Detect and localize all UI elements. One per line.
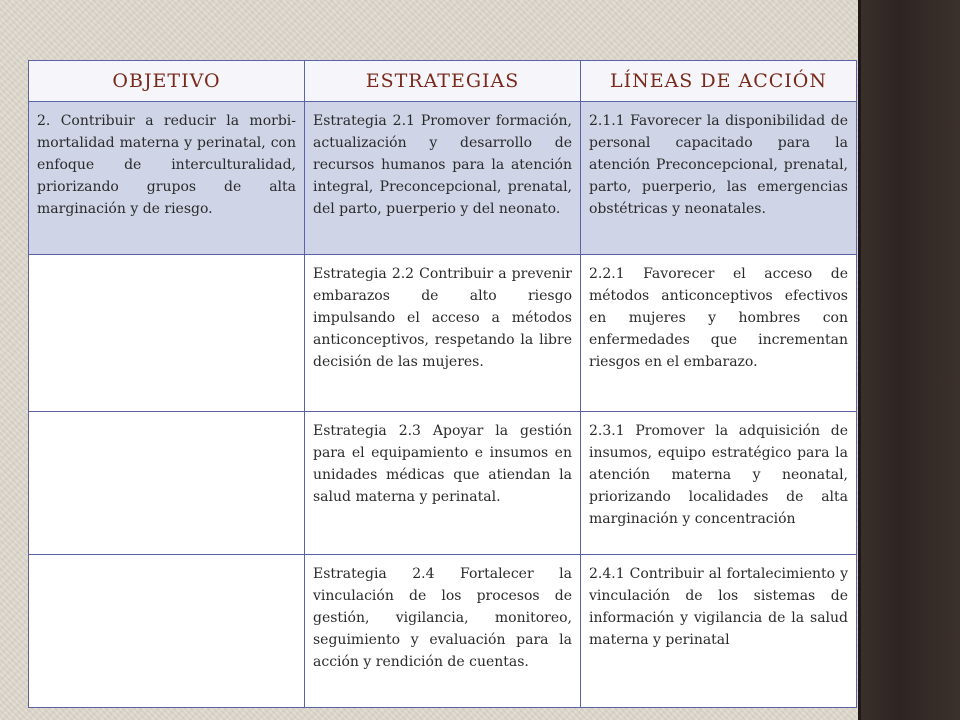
- estrategia-cell: [305, 555, 581, 708]
- estrategia-cell: [305, 412, 581, 555]
- objetivo-cell: [29, 412, 305, 555]
- linea-text: 2.2.1 Favorecer el acceso de métodos anticonceptivos efectivos en mujeres y hombres con enfermedades que incrementan riesgos en el embarazo.: [589, 266, 848, 370]
- right-sidebar-strip: [858, 0, 960, 720]
- linea-cell: [581, 102, 857, 255]
- table-row: [29, 102, 857, 255]
- estrategia-cell: [305, 102, 581, 255]
- table-header-row: [29, 61, 857, 102]
- table-row: [29, 412, 857, 555]
- header-estrategias: ESTRATEGIAS: [305, 61, 581, 102]
- estrategia-text: Estrategia 2.3 Apoyar la gestión para el equipamiento e insumos en unidades médicas que atiendan la salud materna y perinatal.: [313, 423, 572, 505]
- header-lineas-de-accion: LÍNEAS DE ACCIÓN: [581, 61, 857, 102]
- strategy-table-container: [28, 60, 856, 686]
- estrategia-text: Estrategia 2.4 Fortalecer la vinculación de los procesos de gestión, vigilancia, monitoreo, seguimiento y evaluación para la acción y rendición de cuentas.: [313, 566, 572, 670]
- table-row: [29, 255, 857, 412]
- linea-cell: [581, 255, 857, 412]
- objetivo-cell: [29, 255, 305, 412]
- estrategia-cell: [305, 255, 581, 412]
- linea-text: 2.1.1 Favorecer la disponibilidad de personal capacitado para la atención Preconcepcional, prenatal, parto, puerperio, las emergencias obstétricas y neonatales.: [589, 113, 848, 217]
- estrategia-text: Estrategia 2.1 Promover formación, actualización y desarrollo de recursos humanos para la atención integral, Preconcepcional, prenatal, del parto, puerperio y del neonato.: [313, 113, 572, 217]
- strategy-table: [28, 60, 857, 708]
- header-objetivo: OBJETIVO: [29, 61, 305, 102]
- estrategia-text: Estrategia 2.2 Contribuir a prevenir embarazos de alto riesgo impulsando el acceso a métodos anticonceptivos, respetando la libre decisión de las mujeres.: [313, 266, 572, 370]
- linea-text: 2.4.1 Contribuir al fortalecimiento y vinculación de los sistemas de información y vigilancia de la salud materna y perinatal: [589, 566, 848, 648]
- objetivo-text: 2. Contribuir a reducir la morbi-mortalidad materna y perinatal, con enfoque de interculturalidad, priorizando grupos de alta marginación y de riesgo.: [37, 113, 296, 217]
- linea-cell: [581, 555, 857, 708]
- linea-cell: [581, 412, 857, 555]
- objetivo-cell: [29, 555, 305, 708]
- objetivo-cell: [29, 102, 305, 255]
- linea-text: 2.3.1 Promover la adquisición de insumos, equipo estratégico para la atención materna y neonatal, priorizando localidades de alta marginación y concentración: [589, 423, 848, 527]
- table-row: [29, 555, 857, 708]
